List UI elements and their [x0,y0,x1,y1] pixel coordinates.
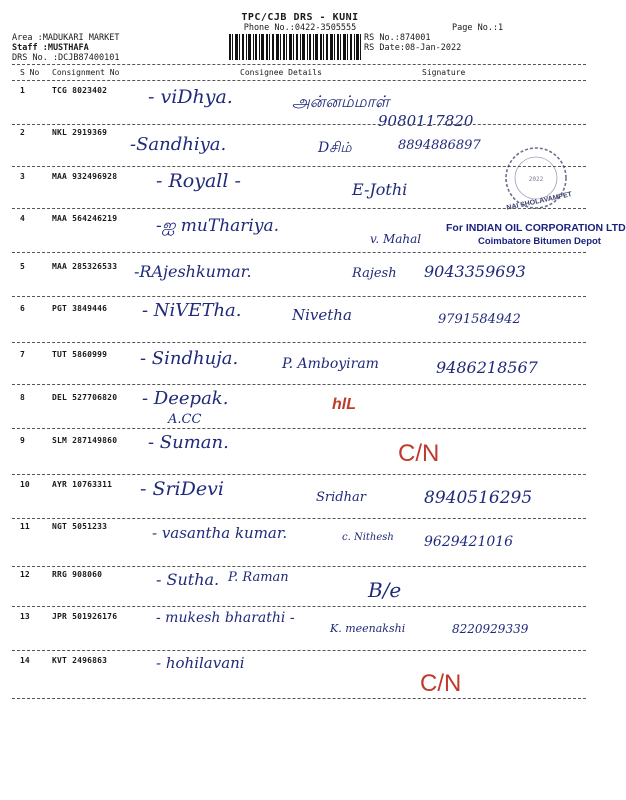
col-consignment: Consignment No [52,68,120,77]
row-1-signature: அன்னம்மாள் [292,92,390,111]
row-4-consignment: MAA 564246219 [52,214,118,223]
row-9-name: - Suman. [148,432,229,453]
row-11-phone: 9629421016 [424,534,514,550]
row-14-signature: C/N [420,670,462,697]
row-2-consignment: NKL 2919369 [52,128,108,137]
row-12-no: 12 [20,570,30,579]
row-6-consignment: PGT 3849446 [52,304,108,313]
barcode [228,34,362,60]
row-6-signature: Nivetha [292,306,352,324]
row-3-consignment: MAA 932496928 [52,172,118,181]
row-13-signature: K. meenakshi [330,622,406,635]
row-8-signature: hlL [332,396,356,413]
row-10-phone: 8940516295 [424,488,533,508]
row-7-no: 7 [20,350,25,359]
row-4-no: 4 [20,214,25,223]
row-6-no: 6 [20,304,25,313]
row-1-phone: 9080117820 [378,112,474,130]
row-6-phone: 9791584942 [438,312,521,327]
row-5-signature: Rajesh [352,266,397,281]
row-11-signature: c. Nithesh [342,532,394,543]
col-consignee: Consignee Details [240,68,322,77]
row-rule [12,296,586,297]
row-13-phone: 8220929339 [452,622,529,636]
drs-number: DRS No. :DCJB87400101 [12,53,120,63]
row-12-note: B/e [368,578,402,602]
row-8-no: 8 [20,393,25,402]
row-8-note: A.CC [168,412,202,427]
row-1-name: - viDhya. [148,86,233,108]
row-2-no: 2 [20,128,25,137]
round-stamp-text: NAI SHOLAVAMPET [506,191,573,212]
row-2-name: -Sandhiya. [130,134,227,155]
row-13-name: - mukesh bharathi - [156,610,295,626]
row-10-no: 10 [20,480,30,489]
phone-number: Phone No.:0422-3505555 [243,23,357,33]
document-title: TPC/CJB DRS - KUNI [241,12,359,23]
row-3-no: 3 [20,172,25,181]
row-14-consignment: KVT 2496863 [52,656,108,665]
row-12-signature: P. Raman [228,570,289,585]
row-8-consignment: DEL 527706820 [52,393,118,402]
row-10-name: - SriDevi [140,478,224,500]
row-10-consignment: AYR 10763311 [52,480,113,489]
row-2-signature: Dசிம் [318,140,352,156]
row-5-no: 5 [20,262,25,271]
row-rule [12,518,586,519]
row-rule [12,342,586,343]
row-rule [12,474,586,475]
row-13-no: 13 [20,612,30,621]
row-7-name: - Sindhuja. [140,348,239,369]
row-6-name: - NiVETha. [142,300,242,321]
row-11-consignment: NGT 5051233 [52,522,108,531]
row-rule [12,566,586,567]
row-11-name: - vasantha kumar. [152,524,288,542]
row-rule [12,606,586,607]
row-rule [12,252,586,253]
row-5-phone: 9043359693 [424,262,526,281]
row-7-phone: 9486218567 [436,358,538,377]
row-9-consignment: SLM 287149860 [52,436,118,445]
company-stamp-line1: For INDIAN OIL CORPORATION LTD [446,222,626,234]
row-4-name: -ஐ muThariya. [156,216,279,236]
row-5-consignment: MAA 285326533 [52,262,118,271]
header-rule-bottom [12,80,586,81]
row-7-signature: P. Amboyiram [282,356,379,372]
row-14-no: 14 [20,656,30,665]
row-12-consignment: RRG 908060 [52,570,103,579]
row-1-no: 1 [20,86,25,95]
page-number: Page No.:1 [452,23,504,33]
row-1-consignment: TCG 8023402 [52,86,108,95]
row-rule [12,384,586,385]
row-rule [12,428,586,429]
row-11-no: 11 [20,522,30,531]
company-stamp-line2: Coimbatore Bitumen Depot [478,236,601,247]
col-signature: Signature [422,68,466,77]
header-rule-top [12,64,586,65]
staff-field: Staff :MUSTHAFA [12,43,89,53]
row-rule [12,650,586,651]
row-3-signature: E-Jothi [352,180,408,199]
row-14-name: - hohilavani [156,654,245,672]
row-9-no: 9 [20,436,25,445]
row-12-name: - Sutha. [156,570,220,589]
row-7-consignment: TUT 5860999 [52,350,108,359]
svg-text:2022: 2022 [528,176,544,183]
rs-number: RS No.:874001 [364,33,431,43]
row-8-name: - Deepak. [142,388,229,409]
area-field: Area :MADUKARI MARKET [12,33,120,43]
row-rule [12,124,586,125]
row-13-consignment: JPR 501926176 [52,612,118,621]
row-9-signature: C/N [398,440,440,467]
rs-date: RS Date:08-Jan-2022 [364,43,462,53]
row-5-name: -RAjeshkumar. [134,262,252,281]
row-4-signature: v. Mahal [370,232,422,246]
row-10-signature: Sridhar [316,490,366,505]
col-sno: S No [20,68,40,77]
row-3-name: - Royall - [156,170,241,192]
row-rule [12,698,586,699]
row-2-phone: 8894886897 [398,138,481,153]
